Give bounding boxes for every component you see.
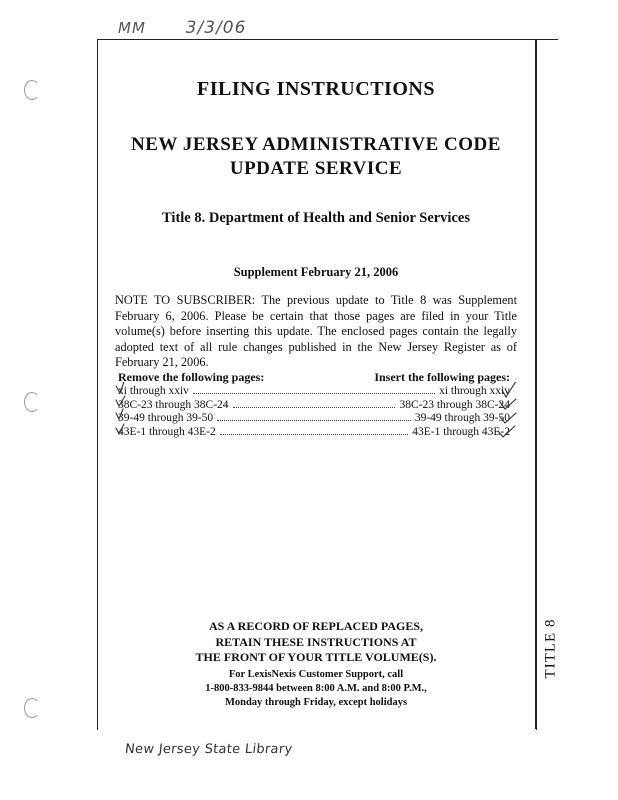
supplement-date: Supplement February 21, 2006 <box>233 265 399 279</box>
customer-support <box>97 668 535 710</box>
handwritten-date: 3/3/06 <box>185 18 247 38</box>
insert-range: 38C-23 through 38C-24 <box>399 398 510 411</box>
dot-leader <box>220 434 409 435</box>
title-tab-top <box>535 39 558 40</box>
remove-range: xi through xxiv <box>118 385 189 397</box>
support-phone: 1-800-833-9844 between 8:00 A.M. and 8:00 P.M., <box>205 683 427 694</box>
insert-range: 39-49 through 39-50 <box>414 412 510 424</box>
remove-range: 43E-1 through 43E-2 <box>118 425 216 438</box>
remove-header: Remove the following pages: <box>118 370 265 384</box>
dot-leader <box>193 393 435 394</box>
dot-leader <box>233 407 396 408</box>
pages-table <box>118 370 510 439</box>
insert-range: xi through xxiv <box>439 385 510 397</box>
handwritten-initials: MM <box>118 19 146 37</box>
support-line: Monday through Friday, except holidays <box>224 697 408 708</box>
record-line: THE FRONT OF YOUR TITLE VOLUME(S). <box>195 650 437 664</box>
dot-leader <box>217 420 411 421</box>
handwritten-note <box>118 18 246 38</box>
record-instructions <box>97 619 535 666</box>
page-title: FILING INSTRUCTIONS <box>197 78 435 100</box>
punch-hole-bottom <box>24 698 40 718</box>
title-heading: Title 8. Department of Health and Senior Services <box>162 210 470 226</box>
code-heading <box>97 133 535 181</box>
library-stamp: New Jersey State Library <box>124 742 294 757</box>
remove-range: 38C-23 through 38C-24 <box>118 398 229 411</box>
subscriber-note: NOTE TO SUBSCRIBER: The previous update to Title 8 was Supplement February 6, 2006. Please be certain that those pages are filed in your Title volume(s) before inserting this update. The enclosed pages contain the legally adopted text of all rule changes published in the New Jersey Register as of February 21, 2006. <box>115 293 517 370</box>
remove-range: 39-49 through 39-50 <box>118 412 214 424</box>
table-row <box>118 412 510 426</box>
record-line: AS A RECORD OF REPLACED PAGES, <box>208 619 424 633</box>
table-row <box>118 426 510 440</box>
table-row <box>118 385 510 399</box>
table-row <box>118 399 510 413</box>
code-heading-line1: NEW JERSEY ADMINISTRATIVE CODE <box>131 134 501 155</box>
title-tab-label: TITLE 8 <box>542 618 559 679</box>
punch-hole-middle <box>24 392 40 412</box>
insert-range: 43E-1 through 43E-2 <box>412 425 510 438</box>
pages-table-header <box>118 370 510 385</box>
punch-hole-top <box>24 80 40 100</box>
insert-header: Insert the following pages: <box>374 370 510 384</box>
code-heading-line2: UPDATE SERVICE <box>229 158 403 179</box>
support-line: For LexisNexis Customer Support, call <box>228 669 404 680</box>
record-line: RETAIN THESE INSTRUCTIONS AT <box>215 634 417 649</box>
